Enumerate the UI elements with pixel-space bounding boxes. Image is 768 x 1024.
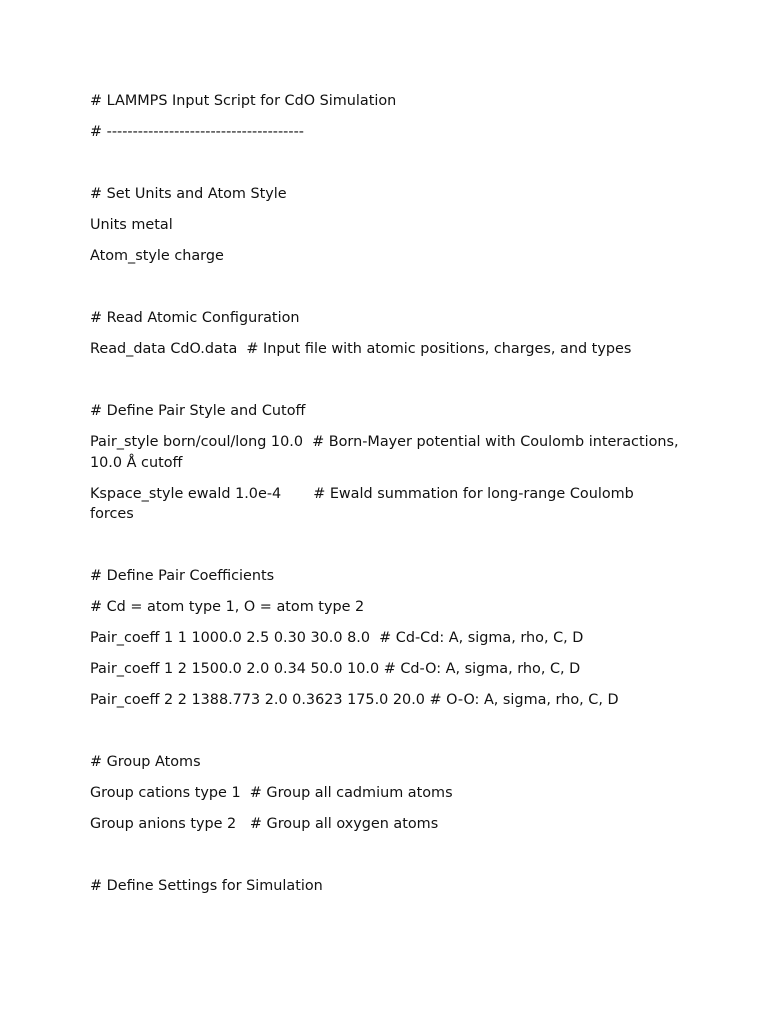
group-cations-command: Group cations type 1 # Group all cadmium atoms [90, 785, 453, 801]
pair-coeff-cd-cd: Pair_coeff 1 1 1000.0 2.5 0.30 30.0 8.0 # Cd-Cd: A, sigma, rho, C, D [90, 630, 584, 646]
pair-coeff-o-o: Pair_coeff 2 2 1388.773 2.0 0.3623 175.0 20.0 # O-O: A, sigma, rho, C, D [90, 692, 619, 708]
blank-line [90, 277, 680, 298]
blank-line [90, 721, 680, 742]
comment-separator: # -------------------------------------- [90, 124, 304, 140]
comment-settings-section: # Define Settings for Simulation [90, 878, 323, 894]
atom-style-command: Atom_style charge [90, 248, 224, 264]
comment-units-section: # Set Units and Atom Style [90, 186, 287, 202]
units-command: Units metal [90, 217, 173, 233]
kspace-style-command: Kspace_style ewald 1.0e-4 # Ewald summation for long-range Coulomb forces [90, 485, 639, 522]
blank-line [90, 535, 680, 556]
document-page [90, 91, 684, 907]
read-data-command: Read_data CdO.data # Input file with atomic positions, charges, and types [90, 341, 632, 357]
comment-read-section: # Read Atomic Configuration [90, 310, 300, 326]
comment-pair-coeff-section: # Define Pair Coefficients [90, 568, 275, 584]
comment-group-section: # Group Atoms [90, 754, 201, 770]
comment-atom-types: # Cd = atom type 1, O = atom type 2 [90, 599, 365, 615]
comment-title: # LAMMPS Input Script for CdO Simulation [90, 93, 397, 109]
pair-style-command: Pair_style born/coul/long 10.0 # Born-Mayer potential with Coulomb interactions, 10.0 Å cutoff [90, 434, 684, 471]
blank-line [90, 370, 680, 391]
comment-pair-style-section: # Define Pair Style and Cutoff [90, 403, 306, 419]
group-anions-command: Group anions type 2 # Group all oxygen atoms [90, 816, 439, 832]
blank-line [90, 845, 680, 866]
blank-line [90, 153, 680, 174]
pair-coeff-cd-o: Pair_coeff 1 2 1500.0 2.0 0.34 50.0 10.0 # Cd-O: A, sigma, rho, C, D [90, 661, 581, 677]
